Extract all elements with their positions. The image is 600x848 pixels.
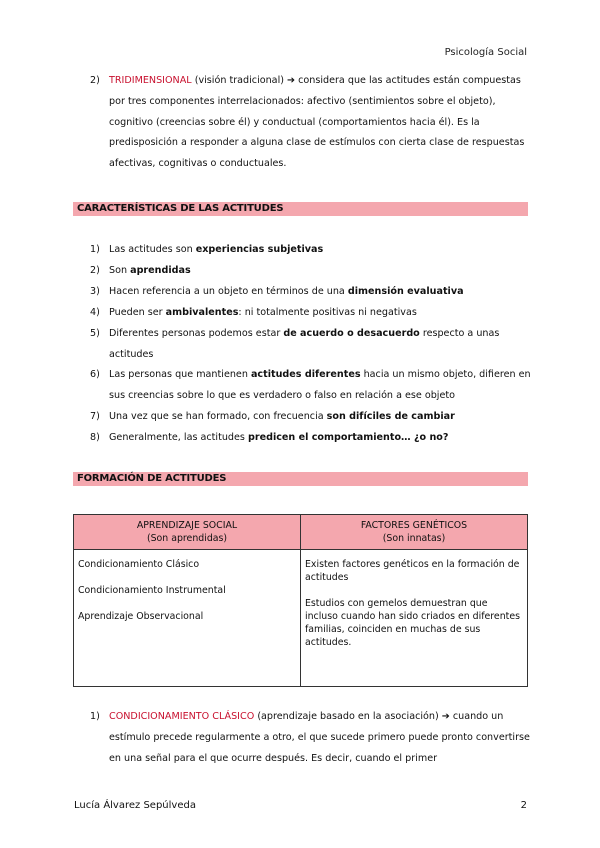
list-item: 6) Las personas que mantienen actitudes diferentes hacia un mismo objeto, difieren en sus creencias sobre lo que es verdadero o falso en relación a ese objeto [90, 369, 531, 402]
intro-text: (visión tradicional) ➔ considera que las actitudes están compuestas por tres componentes interrelacionados: afectivo (sentimientos sobre el objeto), cognitivo (creencias sobre él) y conductual (comportamientos hacia él). Es la predisposición a responder a alguna clase de estímulos con cierta clase de respuestas afectivas, cognitivas o conductuales. [109, 75, 525, 170]
list-item: 7) Una vez que se han formado, con frecuencia son difíciles de cambiar [90, 411, 455, 423]
outro-text: (aprendizaje basado en la asociación) ➔ cuando un estímulo precede regularmente a otro, el que sucede primero puede pronto convertirse en una señal para el que ocurre después. Es decir, cuando el primer [109, 711, 530, 764]
list-item: 4) Pueden ser ambivalentes: ni totalmente positivas ni negativas [90, 306, 417, 318]
formation-table [73, 514, 528, 687]
intro-paragraph [90, 71, 530, 175]
table-item: Condicionamiento Clásico [78, 559, 200, 570]
list-item: 5) Diferentes personas podemos estar de acuerdo o desacuerdo respecto a unas actitudes [90, 327, 500, 360]
table-cell-genetic [301, 550, 528, 687]
table-item: Aprendizaje Observacional [78, 611, 204, 622]
page-number: 2 [520, 800, 527, 811]
section-title: FORMACIÓN DE ACTITUDES [77, 473, 227, 484]
running-header: Psicología Social [444, 47, 527, 58]
table-header-genetic: FACTORES GENÉTICOS (Son innatas) [301, 515, 528, 550]
table-cell-social [74, 550, 301, 687]
footer-author: Lucía Álvarez Sepúlveda [74, 800, 196, 811]
section-title: CARACTERÍSTICAS DE LAS ACTITUDES [77, 203, 284, 214]
table-header-social: APRENDIZAJE SOCIAL (Son aprendidas) [74, 515, 301, 550]
outro-term: CONDICIONAMIENTO CLÁSICO [109, 711, 255, 722]
section-heading-characteristics [73, 202, 528, 216]
outro-number: 1) [90, 711, 100, 722]
characteristics-list [90, 240, 535, 449]
intro-term: TRIDIMENSIONAL [109, 75, 192, 86]
table-item: Condicionamiento Instrumental [78, 585, 226, 596]
intro-number: 2) [90, 75, 100, 86]
outro-paragraph [90, 707, 530, 769]
list-item: 2) Son aprendidas [90, 264, 191, 276]
list-item: 3) Hacen referencia a un objeto en términos de una dimensión evaluativa [90, 285, 464, 297]
table-item: Existen factores genéticos en la formación de actitudes [305, 559, 520, 583]
list-item: 1) Las actitudes son experiencias subjetivas [90, 244, 324, 255]
list-item: 8) Generalmente, las actitudes predicen el comportamiento… ¿o no? [90, 432, 449, 444]
table-item: Estudios con gemelos demuestran que incluso cuando han sido criados en diferentes familias, coinciden en muchas de sus actitudes. [305, 598, 520, 648]
section-heading-formation [73, 472, 528, 486]
